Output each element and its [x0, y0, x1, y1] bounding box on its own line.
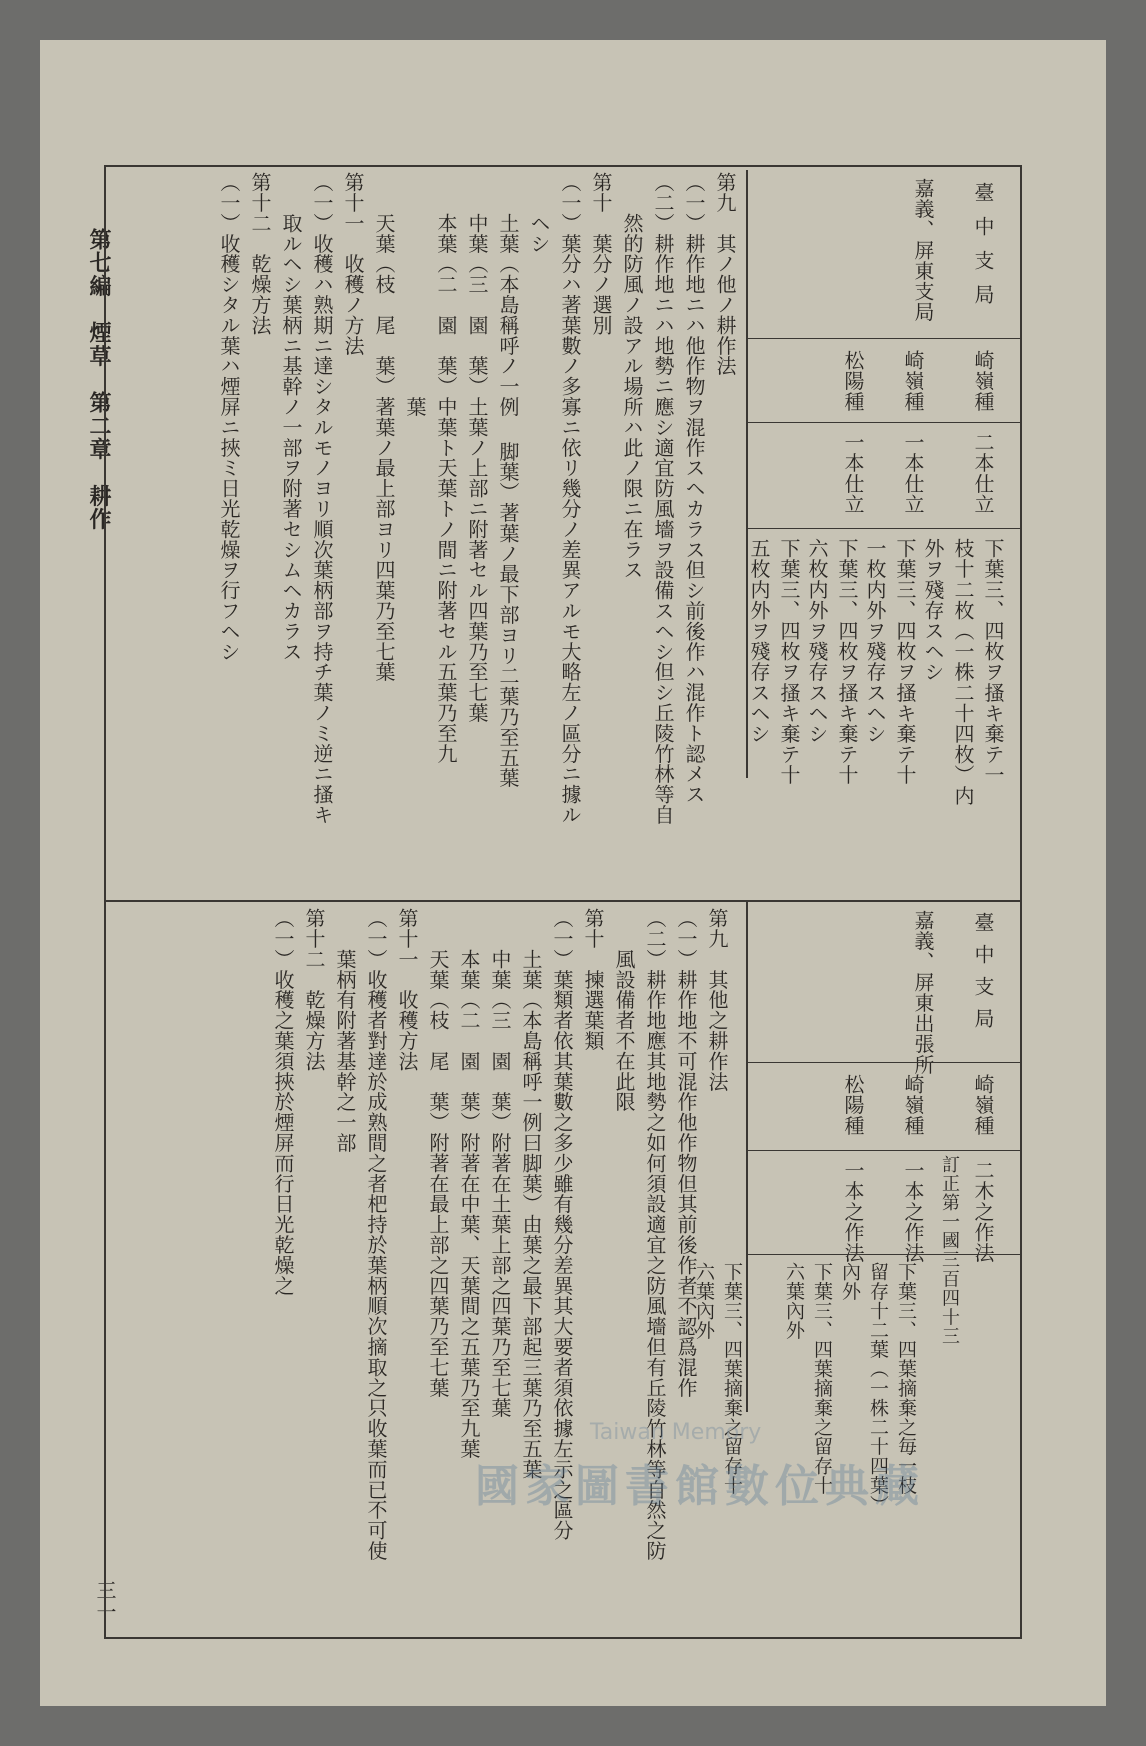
- top-method-3: 一本仕立: [841, 432, 865, 515]
- top-variety-2a: 崎嶺種: [901, 350, 925, 412]
- bottom-method-3: 一本之作法: [841, 1160, 865, 1263]
- bottom-rules-extra: 下葉三、四葉摘棄之留存十 六葉內外: [693, 1262, 743, 1495]
- bottom-rules: 下葉三、四葉摘棄之毎一枝 留存十二葉（一株二十四葉） 內外 下葉三、四葉摘棄之留存十 六葉內外: [783, 1262, 917, 1514]
- bottom-variety-1: 崎嶺種: [971, 1074, 995, 1136]
- revision-note: 訂正第一國三百四十三: [939, 1155, 960, 1346]
- top-table: [746, 170, 1020, 806]
- top-method-1: 二本仕立: [971, 432, 995, 515]
- top-text-block: 第九 其ノ他ノ耕作法 （一）耕作地ニハ他作物ヲ混作スヘカラス但シ前後作ハ混作ト認メス （二）耕作地ニハ地勢ニ應シ適宜防風墻ヲ設備スヘシ但シ丘陵竹林等自 然的防風ノ設アル場所ハ此ノ限ニ在ラス 第十 葉分ノ選別 （一）葉分ハ著葉數ノ多寡ニ依リ幾分ノ差異アルモ大略左ノ區分ニ據ル ヘシ 土葉（本島稱呼ノ一例 脚葉）著葉ノ最下部ヨリ二葉乃至五葉 中葉（三 園 葉）土葉ノ上部ニ附著セル四葉乃至七葉 本葉（二 園 葉）中葉ト天葉トノ間ニ附著セル五葉乃至九 葉 天葉（枝 尾 葉）著葉ノ最上部ヨリ四葉乃至七葉 第十一 收穫ノ方法 （一）收穫ハ熟期ニ達シタルモノヨリ順次葉柄部ヲ持チ葉ノミ逆ニ搔キ 取ルヘシ葉柄ニ基幹ノ一部ヲ附著セシムヘカラス 第十二 乾燥方法 （一）收穫シタル葉ハ煙屏ニ挾ミ日光乾燥ヲ行フヘシ: [217, 172, 737, 825]
- top-rule-2: 下葉三、四枚ヲ搔キ棄テ十 一枚内外ヲ殘存スヘシ: [863, 538, 917, 786]
- bottom-method-1: 二木之作法: [971, 1160, 995, 1263]
- watermark: 國家圖書館數位典藏: [475, 1461, 925, 1512]
- running-header: 第七編 煙草 第二章 耕作: [86, 228, 112, 532]
- bottom-region-taichung: 臺中支局: [971, 912, 995, 1040]
- top-region-taichung: 臺中支局: [971, 182, 995, 318]
- top-rule-4: 下葉三、四枚ヲ搔キ棄テ十 五枚内外ヲ殘存スヘシ: [747, 538, 801, 786]
- watermark-small: Taiwan Memory: [590, 1420, 762, 1445]
- top-variety-1: 崎嶺種: [971, 350, 995, 412]
- bottom-region-chiayi: 嘉義、屏東出張所: [911, 910, 935, 1075]
- top-rule-3: 下葉三、四枚ヲ搔キ棄テ十 六枚内外ヲ殘存スヘシ: [805, 538, 859, 786]
- top-region-chiayi: 嘉義、屏東支局: [911, 178, 935, 323]
- bottom-variety-2b: 松陽種: [841, 1074, 865, 1136]
- top-method-2: 一本仕立: [901, 432, 925, 515]
- top-rule-1: 下葉三、四枚ヲ搔キ棄テ一 枝十二枚（一株二十四枚）内 外ヲ殘存スヘシ: [921, 538, 1005, 806]
- bottom-method-2: 一本之作法: [901, 1160, 925, 1263]
- page-number: 三一: [93, 1580, 117, 1623]
- bottom-text-block: 第九 其他之耕作法 （一）耕作地不可混作他作物但其前後作者不認爲混作 （二）耕作地應其地勢之如何須設適宜之防風墻但有丘陵竹林等自然之防 風設備者不在此限 第十 揀選葉類 （一）葉類者依其葉數之多少雖有幾分差異其大要者須依據左示之區分 土葉（本島稱呼一例曰脚葉）由葉之最下部起三葉乃至五葉 中葉（三 園 葉）附著在土葉上部之四葉乃至七葉 本葉（二 園 葉）附著在中葉、天葉間之五葉乃至九葉 天葉（枝 尾 葉）附著在最上部之四葉乃至七葉 第十一 收穫方法 （一）收穫者對達於成熟間之者杷持於葉柄順次摘取之只收葉而已不可使 葉柄有附著基幹之一部 第十二 乾燥方法 （一）收穫之葉須挾於煙屏而行日光乾燥之: [271, 908, 729, 1561]
- top-variety-2b: 松陽種: [841, 350, 865, 412]
- bottom-variety-2a: 崎嶺種: [901, 1074, 925, 1136]
